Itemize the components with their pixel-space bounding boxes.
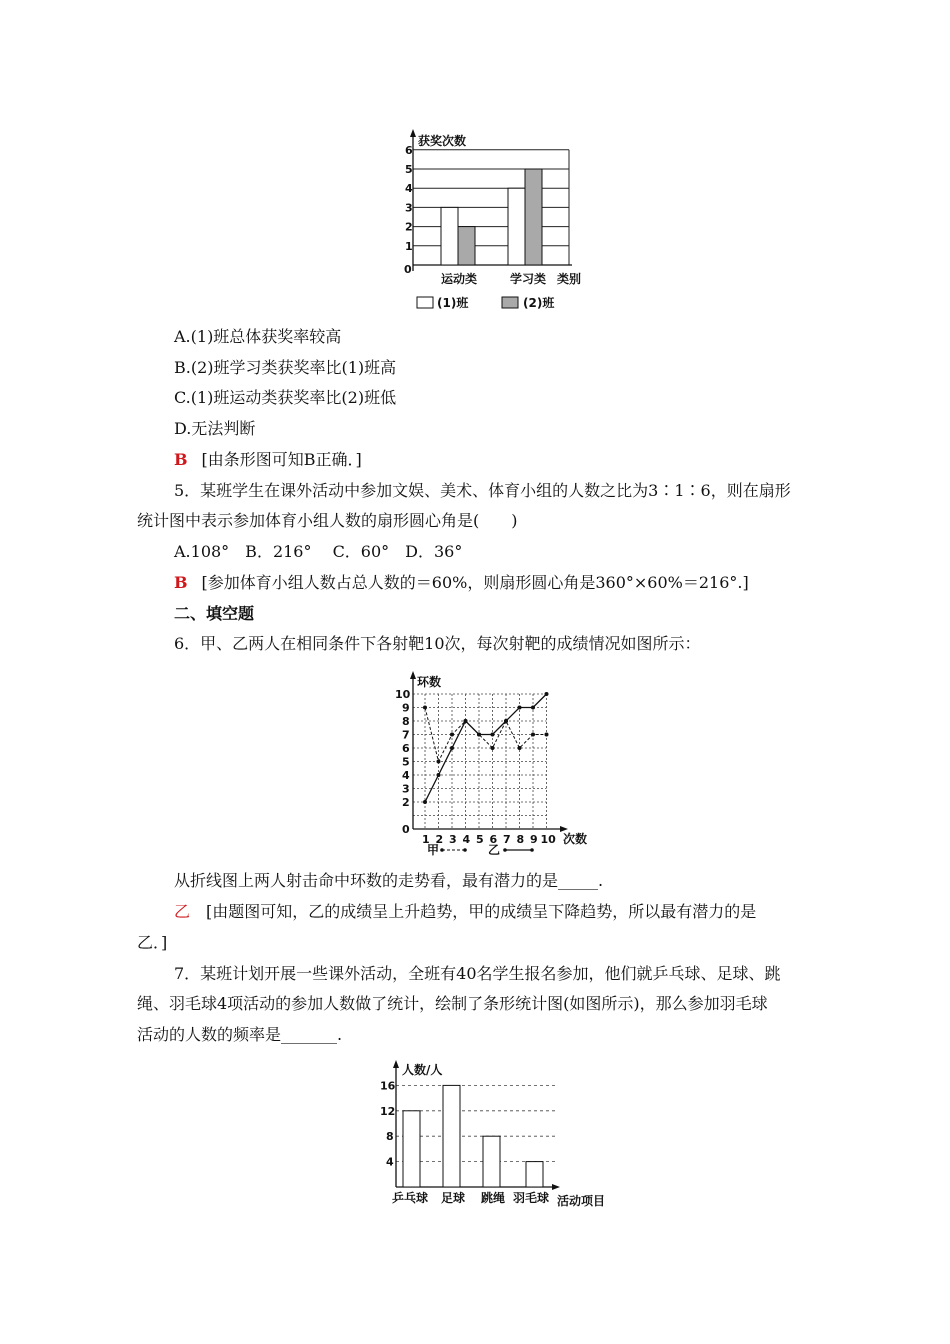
activity-y-tick-label: 16 xyxy=(380,1079,396,1093)
activity-category-label: 乒乓球 xyxy=(392,1191,429,1205)
shooting-x-tick-label: 8 xyxy=(516,833,525,846)
legend-dot-jia-2 xyxy=(463,848,467,852)
shooting-y-tick-label: 2 xyxy=(402,796,410,809)
series-point-jia xyxy=(491,746,495,750)
shooting-chart-y-arrow xyxy=(410,671,416,679)
shooting-y-tick-label: 10 xyxy=(395,688,411,701)
q7-line3: 活动的人数的频率是_______. xyxy=(137,1025,343,1044)
activity-y-tick-label: 8 xyxy=(386,1130,394,1144)
q4-answer xyxy=(174,449,362,471)
award-bar-2-1 xyxy=(458,227,475,265)
q4-option-b: B.(2)班学习类获奖率比(1)班高 xyxy=(174,358,397,377)
award-bar-1-1 xyxy=(441,207,458,265)
activity-bar-3 xyxy=(483,1136,500,1187)
award-category-label: 运动类 xyxy=(441,272,478,286)
shooting-chart-x-label: 次数 xyxy=(563,832,588,846)
award-y-tick-label: 6 xyxy=(405,143,413,157)
award-chart-origin-label: 0 xyxy=(404,263,412,276)
series-point-yi xyxy=(477,733,481,737)
activity-chart-gridlines xyxy=(396,1085,558,1161)
shooting-y-tick-label: 3 xyxy=(402,782,410,796)
series-point-jia xyxy=(477,733,481,737)
award-y-tick-label: 3 xyxy=(405,201,413,215)
legend-label-yi: 乙 xyxy=(488,843,501,857)
legend-swatch-class1 xyxy=(417,297,433,308)
series-point-jia xyxy=(518,746,522,750)
series-point-yi xyxy=(423,800,427,804)
activity-chart-y-arrow xyxy=(393,1060,399,1068)
shooting-chart-gridlines xyxy=(413,694,547,829)
award-y-tick-label: 4 xyxy=(405,182,413,196)
shooting-x-tick-label: 10 xyxy=(540,833,556,846)
legend-dot-yi-2 xyxy=(530,848,534,852)
activity-y-tick-label: 4 xyxy=(386,1155,394,1169)
legend-swatch-class2 xyxy=(502,297,518,308)
q4-option-a: A.(1)班总体获奖率较高 xyxy=(174,327,342,346)
award-chart-y-arrow xyxy=(410,129,416,137)
award-bar-2-2 xyxy=(525,169,542,265)
shooting-y-tick-label: 6 xyxy=(402,742,410,755)
shooting-x-tick-label: 5 xyxy=(476,833,484,846)
q6-answer-letter: 乙 xyxy=(174,902,191,921)
series-point-yi xyxy=(504,719,508,723)
section-fill-in-title: 二、填空题 xyxy=(174,604,255,623)
award-category-label: 学习类 xyxy=(510,272,547,286)
series-point-jia xyxy=(545,733,549,737)
award-chart-y-label: 获奖次数 xyxy=(418,134,467,148)
shooting-x-tick-label: 7 xyxy=(503,833,511,846)
series-point-jia xyxy=(423,706,427,710)
award-bar-1-2 xyxy=(508,188,525,265)
legend-dot-yi-1 xyxy=(503,848,507,852)
shooting-x-tick-label: 6 xyxy=(489,833,498,846)
activity-category-label: 跳绳 xyxy=(481,1191,506,1205)
q6-line1: 6．甲、乙两人在相同条件下各射靶10次，每次射靶的成绩情况如图所示： xyxy=(174,634,701,653)
q4-option-d: D.无法判断 xyxy=(174,419,256,438)
activity-category-label: 羽毛球 xyxy=(513,1191,550,1205)
q5-line2: 统计图中表示参加体育小组人数的扇形圆心角是( ) xyxy=(137,511,518,530)
legend-label-class2: (2)班 xyxy=(523,296,555,310)
activity-chart-x-label: 活动项目 xyxy=(557,1194,606,1208)
activity-bar-2 xyxy=(443,1085,460,1187)
award-y-tick-label: 5 xyxy=(405,163,413,176)
q4-answer-letter: B xyxy=(174,450,188,469)
q6-answer-line2: 乙．] xyxy=(137,933,168,952)
series-point-jia xyxy=(531,733,535,737)
activity-y-tick-label: 12 xyxy=(380,1104,396,1118)
shooting-x-tick-label: 3 xyxy=(449,833,457,846)
q6-answer-explanation: [由题图可知，乙的成绩呈上升趋势，甲的成绩呈下降趋势，所以最有潜力的是 xyxy=(206,902,757,921)
award-y-tick-label: 1 xyxy=(405,239,413,253)
series-line-yi xyxy=(425,694,547,802)
shooting-y-tick-label: 0 xyxy=(402,823,410,836)
shooting-x-tick-label: 9 xyxy=(530,833,538,846)
legend-dot-jia-1 xyxy=(440,848,444,852)
activity-chart-y-label: 人数/人 xyxy=(402,1063,443,1077)
q6-line2: 从折线图上两人射击命中环数的走势看，最有潜力的是_____. xyxy=(174,871,604,890)
series-point-jia xyxy=(437,760,441,764)
activity-category-label: 足球 xyxy=(441,1191,466,1205)
series-point-yi xyxy=(491,733,495,737)
shooting-x-tick-label: 1 xyxy=(422,833,430,846)
q5-line1: 5．某班学生在课外活动中参加文娱、美术、体育小组的人数之比为3∶1∶6，则在扇形 xyxy=(174,481,791,500)
award-chart-gridlines xyxy=(413,150,569,265)
q7-line2: 绳、羽毛球4项活动的参加人数做了统计，绘制了条形统计图(如图所示)，那么参加羽毛球 xyxy=(137,994,768,1013)
award-chart-x-label: 类别 xyxy=(557,272,582,286)
series-point-yi xyxy=(464,719,468,723)
q5-options: A.108° B．216° C．60° D．36° xyxy=(174,542,463,561)
series-point-yi xyxy=(531,706,535,710)
q5-answer-letter: B xyxy=(174,573,188,592)
q5-answer-explanation: [参加体育小组人数占总人数的＝60%，则扇形圆心角是360°×60%＝216°.] xyxy=(201,573,749,592)
q6-answer xyxy=(174,901,756,923)
shooting-x-tick-label: 2 xyxy=(435,833,444,846)
q4-option-c: C.(1)班运动类获奖率比(2)班低 xyxy=(174,388,397,407)
series-line-jia xyxy=(425,708,547,762)
legend-label-class1: (1)班 xyxy=(437,296,469,310)
activity-chart-x-arrow xyxy=(552,1184,560,1190)
shooting-y-tick-label: 8 xyxy=(402,715,410,728)
series-point-jia xyxy=(450,733,454,737)
shooting-y-tick-label: 5 xyxy=(402,755,410,769)
series-point-yi xyxy=(437,773,441,777)
shooting-y-tick-label: 9 xyxy=(402,701,410,715)
q7-line1: 7．某班计划开展一些课外活动，全班有40名学生报名参加，他们就乒乓球、足球、跳 xyxy=(174,964,781,983)
series-point-jia xyxy=(464,719,468,723)
series-point-jia xyxy=(504,719,508,723)
q4-answer-explanation: [由条形图可知B正确．] xyxy=(201,450,362,469)
series-point-yi xyxy=(450,746,454,750)
legend-label-jia: 甲 xyxy=(427,843,440,857)
activity-bar-1 xyxy=(403,1111,420,1187)
series-point-yi xyxy=(518,706,522,710)
series-point-yi xyxy=(545,692,549,696)
shooting-chart-x-arrow xyxy=(560,826,568,832)
shooting-y-tick-label: 4 xyxy=(402,769,410,782)
shooting-x-tick-label: 4 xyxy=(462,833,471,846)
activity-bar-4 xyxy=(526,1162,543,1187)
shooting-chart-y-label: 环数 xyxy=(417,675,442,689)
shooting-y-tick-label: 7 xyxy=(402,728,410,742)
q5-answer xyxy=(174,572,749,594)
award-y-tick-label: 2 xyxy=(405,220,413,234)
